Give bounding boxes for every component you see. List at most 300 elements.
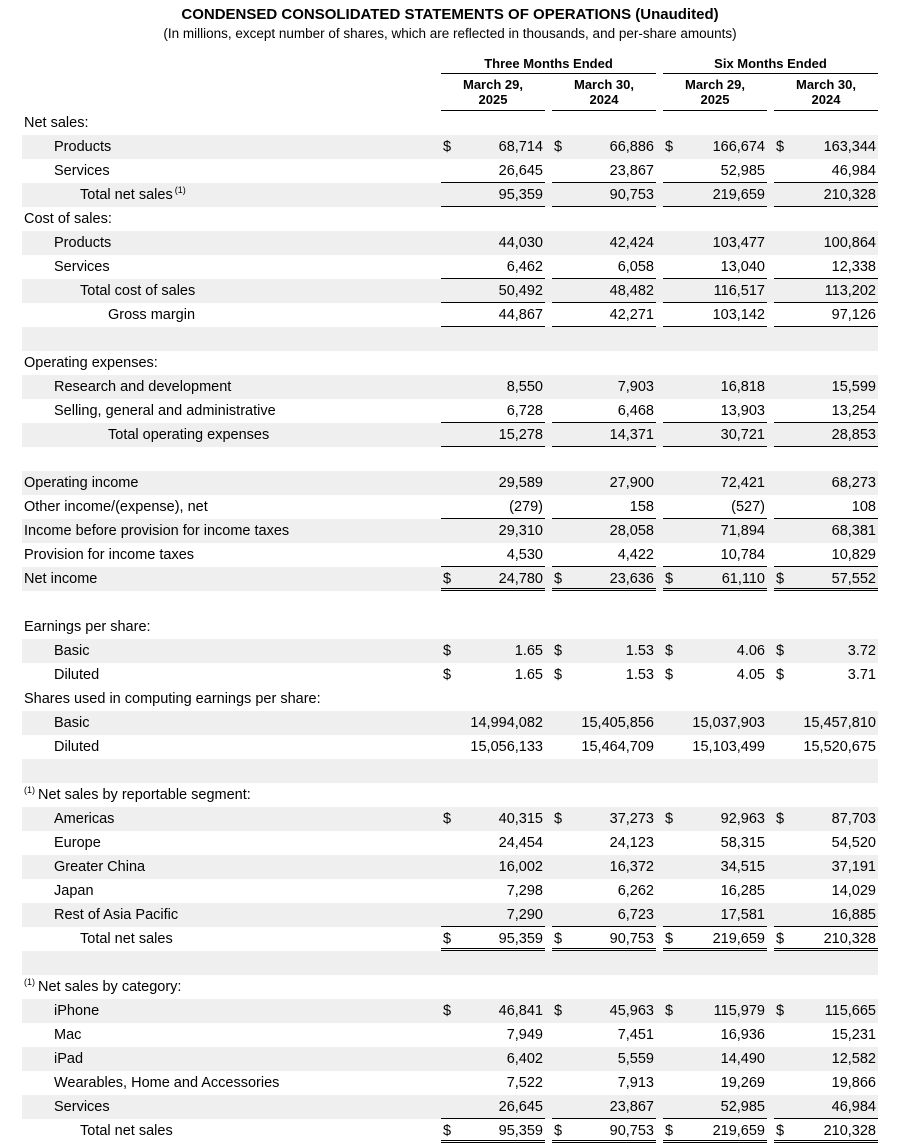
- value: 24,123: [609, 835, 654, 851]
- row-label: [22, 471, 434, 495]
- value-cell: [774, 375, 878, 399]
- value: 15,103,499: [692, 739, 765, 755]
- table-row: [22, 855, 878, 879]
- table-row: [22, 1095, 878, 1119]
- value-cell: [774, 999, 878, 1023]
- value: 57,552: [831, 571, 876, 587]
- value-cell: [552, 1071, 656, 1095]
- row-label-text: Total net sales: [80, 187, 173, 203]
- value-cell: [663, 999, 767, 1023]
- value-cell: [441, 1071, 545, 1095]
- dollar-sign: $: [443, 1003, 452, 1019]
- row-label-text: Services: [54, 259, 110, 275]
- value-cell: [441, 1119, 545, 1143]
- value: 95,359: [498, 187, 543, 203]
- value: 28,058: [609, 523, 654, 539]
- value: 29,589: [498, 475, 543, 491]
- period-year: 2024: [811, 92, 841, 107]
- value-cell: [663, 471, 767, 495]
- value: 1.65: [514, 667, 543, 683]
- value-cell: [774, 735, 878, 759]
- dollar-sign: $: [443, 139, 452, 155]
- row-label: [22, 1047, 434, 1071]
- value-cell: [774, 351, 878, 375]
- value: 66,886: [609, 139, 654, 155]
- value: 10,829: [831, 547, 876, 563]
- value: 4,422: [617, 547, 654, 563]
- value-cell: [774, 807, 878, 831]
- value-cell: [552, 687, 656, 711]
- row-label: [22, 111, 434, 135]
- dollar-sign: $: [665, 139, 674, 155]
- row-label: [22, 639, 434, 663]
- value-cell: [441, 735, 545, 759]
- value-cell: [663, 639, 767, 663]
- value-cell: [774, 951, 878, 975]
- dollar-sign: $: [443, 643, 452, 659]
- table-row: [22, 495, 878, 519]
- value-cell: [663, 303, 767, 327]
- spacer-row: [22, 447, 878, 471]
- value: 166,674: [712, 139, 765, 155]
- row-label: [22, 423, 434, 447]
- row-label: [22, 615, 434, 639]
- row-label: [22, 927, 434, 951]
- value: 44,867: [498, 307, 543, 323]
- table-row: [22, 615, 878, 639]
- value-cell: [552, 351, 656, 375]
- value: 16,372: [609, 859, 654, 875]
- value-cell: [774, 879, 878, 903]
- row-label-text: Services: [54, 1099, 110, 1115]
- dollar-sign: $: [776, 139, 785, 155]
- value: 15,520,675: [803, 739, 876, 755]
- value-cell: [663, 255, 767, 279]
- value-cell: [663, 495, 767, 519]
- row-label-text: Earnings per share:: [24, 619, 151, 635]
- value-cell: [552, 879, 656, 903]
- value: 16,818: [720, 379, 765, 395]
- value: 12,582: [831, 1051, 876, 1067]
- value-cell: [441, 303, 545, 327]
- table-row: [22, 567, 878, 591]
- value: 92,963: [720, 811, 765, 827]
- value-cell: [663, 735, 767, 759]
- value-cell: [663, 447, 767, 471]
- value-cell: [441, 279, 545, 303]
- value-cell: [552, 663, 656, 687]
- value: 7,913: [617, 1075, 654, 1091]
- value-cell: [441, 231, 545, 255]
- row-label: [22, 135, 434, 159]
- value: 29,310: [498, 523, 543, 539]
- value-cell: [663, 687, 767, 711]
- value-cell: [774, 1071, 878, 1095]
- value-cell: [663, 1119, 767, 1143]
- value-cell: [663, 711, 767, 735]
- dollar-sign: $: [554, 667, 563, 683]
- value-cell: [552, 927, 656, 951]
- value: 15,056,133: [470, 739, 543, 755]
- value: 16,936: [720, 1027, 765, 1043]
- value-cell: [552, 951, 656, 975]
- value-cell: [552, 855, 656, 879]
- value: 15,405,856: [581, 715, 654, 731]
- table-row: [22, 999, 878, 1023]
- value-cell: [441, 831, 545, 855]
- row-label: [22, 447, 434, 471]
- value-cell: [441, 159, 545, 183]
- value-cell: [441, 591, 545, 615]
- table-row: [22, 807, 878, 831]
- value: 16,002: [498, 859, 543, 875]
- value: 4.05: [736, 667, 765, 683]
- value-cell: [774, 927, 878, 951]
- row-label-text: Mac: [54, 1027, 82, 1043]
- value-cell: [552, 567, 656, 591]
- value-cell: [441, 111, 545, 135]
- value: 42,424: [609, 235, 654, 251]
- value-cell: [774, 1047, 878, 1071]
- period-year: 2025: [478, 92, 508, 107]
- row-label-text: Services: [54, 163, 110, 179]
- table-row: [22, 399, 878, 423]
- value: 103,142: [712, 307, 765, 323]
- value: 46,984: [831, 163, 876, 179]
- value-cell: [663, 975, 767, 999]
- row-label-text: iPad: [54, 1051, 84, 1067]
- value-cell: [774, 207, 878, 231]
- row-label: [22, 663, 434, 687]
- value-cell: [774, 591, 878, 615]
- value: 97,126: [831, 307, 876, 323]
- spacer-row: [22, 591, 878, 615]
- value: 19,866: [831, 1075, 876, 1091]
- dollar-sign: $: [776, 667, 785, 683]
- row-label: [22, 303, 434, 327]
- value: 15,037,903: [692, 715, 765, 731]
- value: 6,728: [506, 403, 543, 419]
- value-cell: [552, 903, 656, 927]
- value-cell: [441, 927, 545, 951]
- row-label-footnote-marker: (1): [24, 977, 35, 988]
- value: 26,645: [498, 163, 543, 179]
- value-cell: [441, 447, 545, 471]
- value: 219,659: [712, 1123, 765, 1139]
- value: 37,273: [609, 811, 654, 827]
- row-label-text: Cost of sales:: [24, 211, 112, 227]
- value-cell: [552, 279, 656, 303]
- value-cell: [552, 423, 656, 447]
- value-cell: [774, 303, 878, 327]
- value: 3.72: [847, 643, 876, 659]
- value-cell: [552, 375, 656, 399]
- row-label-text: Net sales by category:: [38, 979, 182, 995]
- document-title: CONDENSED CONSOLIDATED STATEMENTS OF OPERATIONS (Unaudited): [181, 6, 719, 23]
- value-cell: [552, 207, 656, 231]
- value: 219,659: [712, 187, 765, 203]
- column-group-six-months: [663, 56, 878, 74]
- value: 24,780: [498, 571, 543, 587]
- table-row: [22, 927, 878, 951]
- row-label-text: Total cost of sales: [80, 283, 196, 299]
- value: 46,984: [831, 1099, 876, 1115]
- value-cell: [774, 759, 878, 783]
- value: 5,559: [617, 1051, 654, 1067]
- value: 16,285: [720, 883, 765, 899]
- value: 19,269: [720, 1075, 765, 1091]
- value: 14,994,082: [470, 715, 543, 731]
- row-label-text: Products: [54, 139, 112, 155]
- value: 15,278: [498, 427, 543, 443]
- row-label: [22, 279, 434, 303]
- value-cell: [552, 1119, 656, 1143]
- value-cell: [552, 159, 656, 183]
- row-label: [22, 879, 434, 903]
- value: 7,298: [506, 883, 543, 899]
- value-cell: [663, 807, 767, 831]
- row-label-text: Net sales by reportable segment:: [38, 787, 251, 803]
- table-row: [22, 903, 878, 927]
- value-cell: [774, 423, 878, 447]
- value-cell: [663, 903, 767, 927]
- table-row: [22, 471, 878, 495]
- row-label-text: Diluted: [54, 739, 100, 755]
- value: 13,903: [720, 403, 765, 419]
- dollar-sign: $: [776, 811, 785, 827]
- value-cell: [552, 975, 656, 999]
- value: 8,550: [506, 379, 543, 395]
- value-cell: [552, 1023, 656, 1047]
- table-row: [22, 783, 878, 807]
- value-cell: [552, 783, 656, 807]
- value-cell: [663, 111, 767, 135]
- value: 26,645: [498, 1099, 543, 1115]
- row-label-text: Diluted: [54, 667, 100, 683]
- value: 50,492: [498, 283, 543, 299]
- row-label-text: Gross margin: [108, 307, 196, 323]
- row-label: [22, 951, 434, 975]
- value: 7,522: [506, 1075, 543, 1091]
- value-cell: [774, 543, 878, 567]
- value-cell: [663, 879, 767, 903]
- table-row: [22, 1119, 878, 1143]
- row-label: [22, 327, 434, 351]
- row-label: [22, 687, 434, 711]
- value-cell: [663, 855, 767, 879]
- row-label-text: Basic: [54, 643, 90, 659]
- value-cell: [774, 111, 878, 135]
- period-date: March 29,: [685, 77, 745, 92]
- row-label: [22, 519, 434, 543]
- value-cell: [774, 1095, 878, 1119]
- value-cell: [552, 135, 656, 159]
- dollar-sign: $: [554, 931, 563, 947]
- row-label-text: Basic: [54, 715, 90, 731]
- column-period-header-row: [22, 74, 878, 111]
- value-cell: [774, 255, 878, 279]
- dollar-sign: $: [665, 667, 674, 683]
- dollar-sign: $: [443, 571, 452, 587]
- value-cell: [774, 183, 878, 207]
- value-cell: [441, 399, 545, 423]
- dollar-sign: $: [554, 1003, 563, 1019]
- value: 87,703: [831, 811, 876, 827]
- value: 23,636: [609, 571, 654, 587]
- value: 4,530: [506, 547, 543, 563]
- value: 68,381: [831, 523, 876, 539]
- value-cell: [663, 783, 767, 807]
- value-cell: [774, 903, 878, 927]
- row-label-text: Total net sales: [80, 1123, 173, 1139]
- dollar-sign: $: [665, 811, 674, 827]
- value: 58,315: [720, 835, 765, 851]
- dollar-sign: $: [443, 667, 452, 683]
- value-cell: [441, 327, 545, 351]
- spacer-row: [22, 759, 878, 783]
- value: 95,359: [498, 931, 543, 947]
- row-label: [22, 975, 434, 999]
- value: 15,231: [831, 1027, 876, 1043]
- table-row: [22, 231, 878, 255]
- value: 4.06: [736, 643, 765, 659]
- value-cell: [663, 1095, 767, 1119]
- spacer-row: [22, 951, 878, 975]
- value-cell: [663, 135, 767, 159]
- value: 44,030: [498, 235, 543, 251]
- value-cell: [663, 375, 767, 399]
- row-label-text: Research and development: [54, 379, 232, 395]
- table-row: [22, 711, 878, 735]
- value-cell: [552, 183, 656, 207]
- table-row: [22, 519, 878, 543]
- value-cell: [774, 567, 878, 591]
- value: 6,468: [617, 403, 654, 419]
- value: 42,271: [609, 307, 654, 323]
- value-cell: [441, 903, 545, 927]
- dollar-sign: $: [665, 1123, 674, 1139]
- table-row: [22, 183, 878, 207]
- column-group-header-row: [22, 52, 878, 74]
- row-label: [22, 1119, 434, 1143]
- value: 37,191: [831, 859, 876, 875]
- table-row: [22, 687, 878, 711]
- column-group-label: Six Months Ended: [714, 56, 827, 71]
- value-cell: [441, 759, 545, 783]
- value: 6,262: [617, 883, 654, 899]
- value-cell: [774, 783, 878, 807]
- value: 23,867: [609, 1099, 654, 1115]
- value-cell: [663, 591, 767, 615]
- row-label-text: Net sales:: [24, 115, 89, 131]
- row-label-footnote-marker: (1): [24, 785, 35, 796]
- value: 17,581: [720, 907, 765, 923]
- value-cell: [441, 1095, 545, 1119]
- dollar-sign: $: [554, 643, 563, 659]
- column-period-q-2025: [441, 74, 545, 111]
- value-cell: [552, 759, 656, 783]
- row-label: [22, 1023, 434, 1047]
- value: (279): [509, 499, 543, 515]
- value: 210,328: [823, 1123, 876, 1139]
- dollar-sign: $: [776, 1123, 785, 1139]
- row-label: [22, 711, 434, 735]
- value: 71,894: [720, 523, 765, 539]
- value: 45,963: [609, 1003, 654, 1019]
- value: 15,464,709: [581, 739, 654, 755]
- value-cell: [774, 975, 878, 999]
- value-cell: [441, 639, 545, 663]
- value-cell: [552, 999, 656, 1023]
- value: 90,753: [609, 931, 654, 947]
- dollar-sign: $: [776, 931, 785, 947]
- column-period-six-2025: [663, 74, 767, 111]
- dollar-sign: $: [554, 571, 563, 587]
- value-cell: [441, 879, 545, 903]
- value-cell: [441, 519, 545, 543]
- value-cell: [552, 711, 656, 735]
- value: 7,290: [506, 907, 543, 923]
- row-label-text: Total operating expenses: [108, 427, 270, 443]
- value-cell: [441, 543, 545, 567]
- value-cell: [774, 399, 878, 423]
- value-cell: [441, 351, 545, 375]
- column-period-six-2024: [774, 74, 878, 111]
- header-spacer: [22, 74, 434, 111]
- dollar-sign: $: [665, 643, 674, 659]
- period-year: 2024: [589, 92, 619, 107]
- value: (527): [731, 499, 765, 515]
- dollar-sign: $: [443, 1123, 452, 1139]
- row-label: [22, 207, 434, 231]
- dollar-sign: $: [554, 139, 563, 155]
- row-label: [22, 783, 434, 807]
- row-label: [22, 1095, 434, 1119]
- value-cell: [663, 399, 767, 423]
- value: 116,517: [713, 283, 765, 299]
- row-label: [22, 543, 434, 567]
- table-row: [22, 207, 878, 231]
- value: 61,110: [721, 571, 765, 587]
- table-row: [22, 831, 878, 855]
- row-label-text: Shares used in computing earnings per share:: [24, 691, 321, 707]
- row-label-footnote-marker: (1): [174, 185, 186, 196]
- row-label-text: Americas: [54, 811, 115, 827]
- value-cell: [552, 543, 656, 567]
- value-cell: [441, 951, 545, 975]
- row-label-text: Selling, general and administrative: [54, 403, 276, 419]
- value: 68,273: [831, 475, 876, 491]
- value-cell: [441, 255, 545, 279]
- value-cell: [441, 567, 545, 591]
- value-cell: [552, 639, 656, 663]
- table-row: [22, 975, 878, 999]
- value-cell: [552, 447, 656, 471]
- value-cell: [441, 855, 545, 879]
- value-cell: [441, 783, 545, 807]
- table-row: [22, 351, 878, 375]
- value: 7,949: [506, 1027, 543, 1043]
- value-cell: [774, 135, 878, 159]
- value: 1.53: [625, 667, 654, 683]
- value-cell: [663, 183, 767, 207]
- value: 7,903: [617, 379, 654, 395]
- value-cell: [663, 615, 767, 639]
- value: 13,040: [720, 259, 765, 275]
- value: 28,853: [831, 427, 876, 443]
- table-row: [22, 279, 878, 303]
- value: 27,900: [609, 475, 654, 491]
